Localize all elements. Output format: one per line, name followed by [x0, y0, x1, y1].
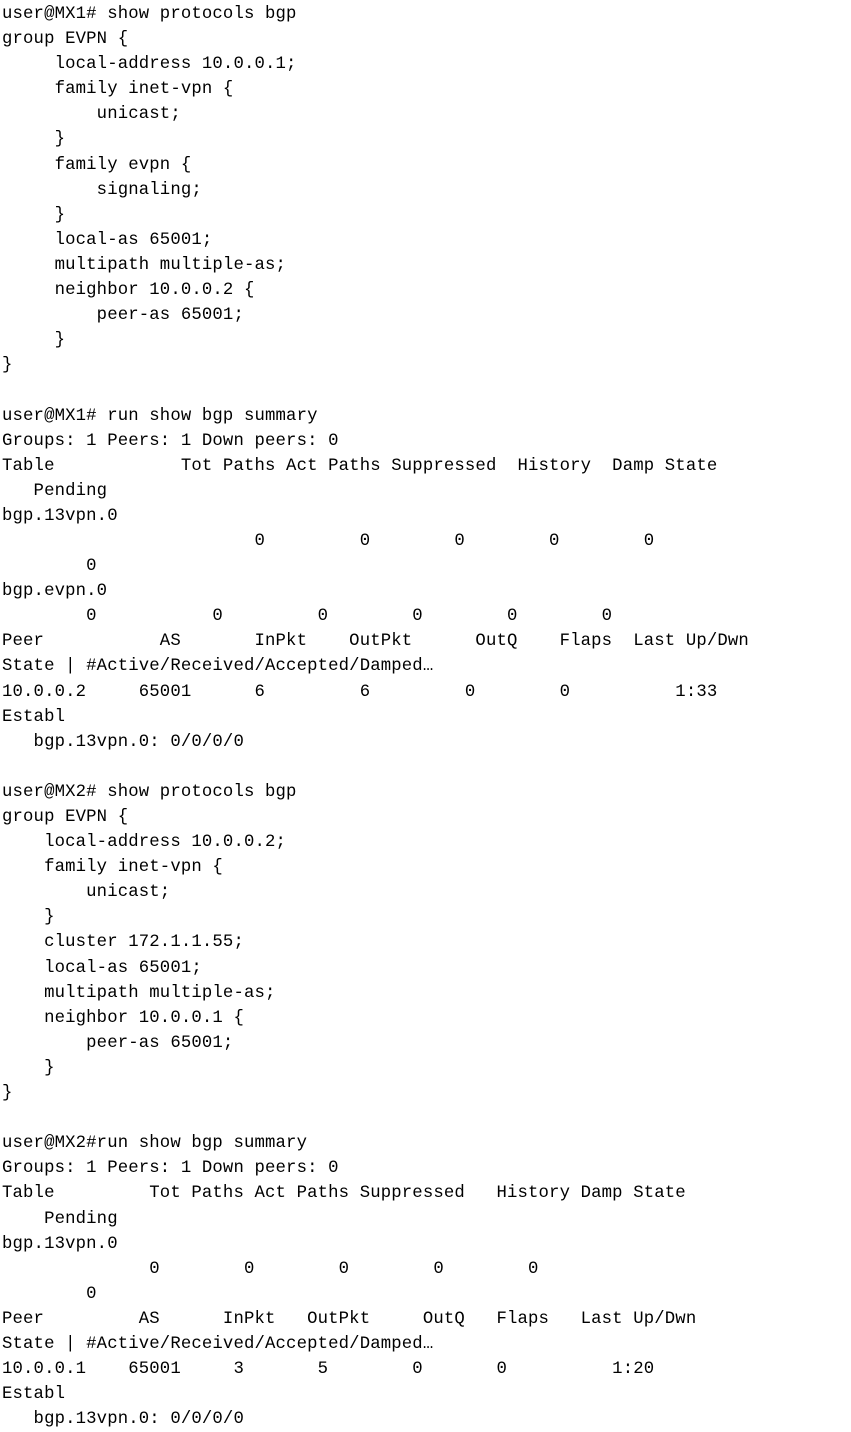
terminal-line: cluster 172.1.1.55;: [2, 933, 244, 953]
terminal-line: Pending: [2, 481, 108, 501]
terminal-line: bgp.13vpn.0: [2, 506, 118, 526]
terminal-line: }: [2, 1058, 55, 1078]
terminal-line: [2, 1106, 851, 1131]
terminal-line: multipath multiple-as;: [2, 983, 276, 1003]
terminal-line: Establ: [2, 707, 66, 727]
terminal-line: neighbor 10.0.0.2 {: [2, 281, 255, 301]
terminal-line: local-as 65001;: [2, 958, 202, 978]
terminal-line: 10.0.0.2 65001 6 6 0 0 1:33: [2, 682, 718, 702]
terminal-line: user@MX1# run show bgp summary: [2, 406, 318, 426]
terminal-line: bgp.13vpn.0: 0/0/0/0: [2, 1410, 244, 1430]
terminal-line: 10.0.0.1 65001 3 5 0 0 1:20: [2, 1360, 655, 1380]
terminal-line: group EVPN {: [2, 808, 129, 827]
terminal-line: local-as 65001;: [2, 230, 213, 250]
terminal-line: Table Tot Paths Act Paths Suppressed History Damp State: [2, 456, 718, 476]
terminal-line: bgp.evpn.0: [2, 582, 108, 602]
terminal-line: }: [2, 908, 55, 928]
terminal-line: family inet-vpn {: [2, 80, 234, 100]
terminal-line: Table Tot Paths Act Paths Suppressed History Damp State: [2, 1184, 686, 1204]
terminal-line: peer-as 65001;: [2, 1033, 234, 1053]
terminal-line: bgp.13vpn.0: [2, 1234, 118, 1254]
terminal-line: Groups: 1 Peers: 1 Down peers: 0: [2, 1159, 339, 1179]
terminal-line: 0 0 0 0 0: [2, 1259, 539, 1279]
terminal-line: local-address 10.0.0.1;: [2, 55, 297, 75]
terminal-line: Peer AS InPkt OutPkt OutQ Flaps Last Up/Dwn: [2, 1309, 697, 1329]
terminal-line: Pending: [2, 1209, 118, 1229]
terminal-line: family inet-vpn {: [2, 858, 223, 878]
terminal-line: 0 0 0 0 0: [2, 531, 655, 551]
terminal-line: State | #Active/Received/Accepted/Damped…: [2, 657, 434, 677]
terminal-line: [2, 755, 851, 780]
terminal-line: }: [2, 1084, 13, 1104]
terminal-line: user@MX1# show protocols bgp: [2, 5, 297, 24]
terminal-line: user@MX2# show protocols bgp: [2, 782, 297, 802]
terminal-line: Groups: 1 Peers: 1 Down peers: 0: [2, 431, 339, 451]
terminal-line: 0 0 0 0 0 0: [2, 607, 613, 627]
terminal-line: family evpn {: [2, 155, 192, 175]
terminal-line: peer-as 65001;: [2, 306, 244, 326]
terminal-line: unicast;: [2, 883, 171, 903]
terminal-line: local-address 10.0.0.2;: [2, 833, 287, 853]
terminal-line: bgp.13vpn.0: 0/0/0/0: [2, 732, 244, 752]
terminal-line: [2, 378, 851, 403]
terminal-line: multipath multiple-as;: [2, 255, 287, 275]
terminal-line: Establ: [2, 1385, 66, 1405]
terminal-line: unicast;: [2, 105, 181, 125]
terminal-line: group EVPN {: [2, 30, 129, 50]
terminal-line: 0: [2, 557, 97, 577]
terminal-line: signaling;: [2, 180, 202, 200]
terminal-line: 0: [2, 1284, 97, 1304]
terminal-line: }: [2, 356, 13, 376]
terminal-line: }: [2, 130, 66, 150]
terminal-line: user@MX2#run show bgp summary: [2, 1134, 308, 1154]
terminal-line: Peer AS InPkt OutPkt OutQ Flaps Last Up/Dwn: [2, 632, 749, 652]
terminal-line: State | #Active/Received/Accepted/Damped…: [2, 1334, 434, 1354]
terminal-line: }: [2, 205, 66, 225]
terminal-line: }: [2, 331, 66, 351]
terminal-line: neighbor 10.0.0.1 {: [2, 1008, 244, 1028]
